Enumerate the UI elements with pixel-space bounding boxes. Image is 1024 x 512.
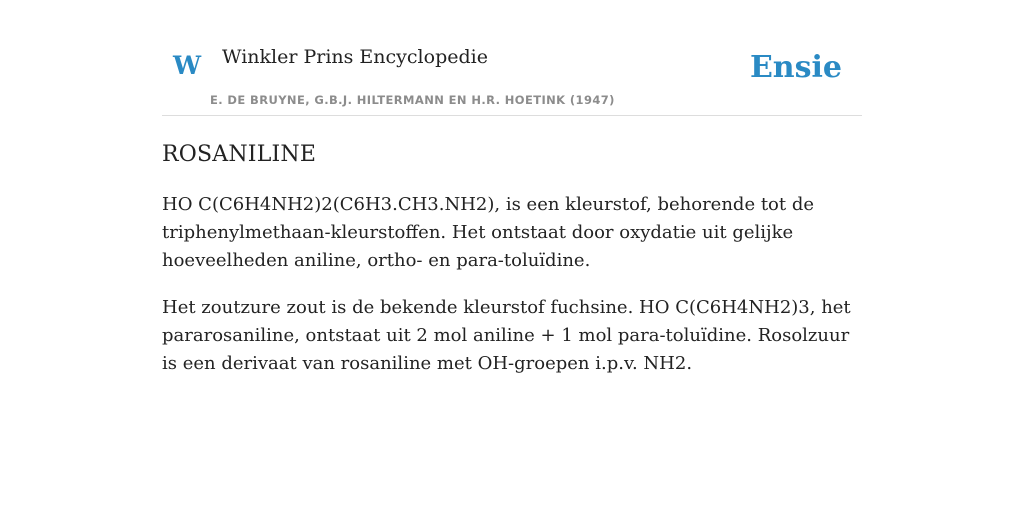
winkler-prins-logo[interactable]: W xyxy=(173,51,202,80)
source-authors: E. DE BRUYNE, G.B.J. HILTERMANN EN H.R. HOETINK (1947) xyxy=(210,93,615,107)
source-header xyxy=(162,0,862,116)
article-content xyxy=(162,140,862,397)
article-paragraph-2: Het zoutzure zout is de bekende kleurstof fuchsine. HO C(C6H4NH2)3, het pararosaniline, ontstaat uit 2 mol aniline + 1 mol para-toluïdine. Rosolzuur is een derivaat van rosaniline met OH-groepen i.p.v. NH2. xyxy=(162,297,851,374)
article-title: ROSANILINE xyxy=(162,142,317,167)
source-title-link[interactable]: Winkler Prins Encyclopedie xyxy=(222,46,488,68)
article-paragraph-1: HO C(C6H4NH2)2(C6H3.CH3.NH2), is een kleurstof, behorende tot de triphenylmethaan-kleurstoffen. Het ontstaat door oxydatie uit gelijke hoeveelheden aniline, ortho- en para-toluïdine. xyxy=(162,194,815,271)
ensie-logo-link[interactable]: Ensie xyxy=(749,50,842,85)
